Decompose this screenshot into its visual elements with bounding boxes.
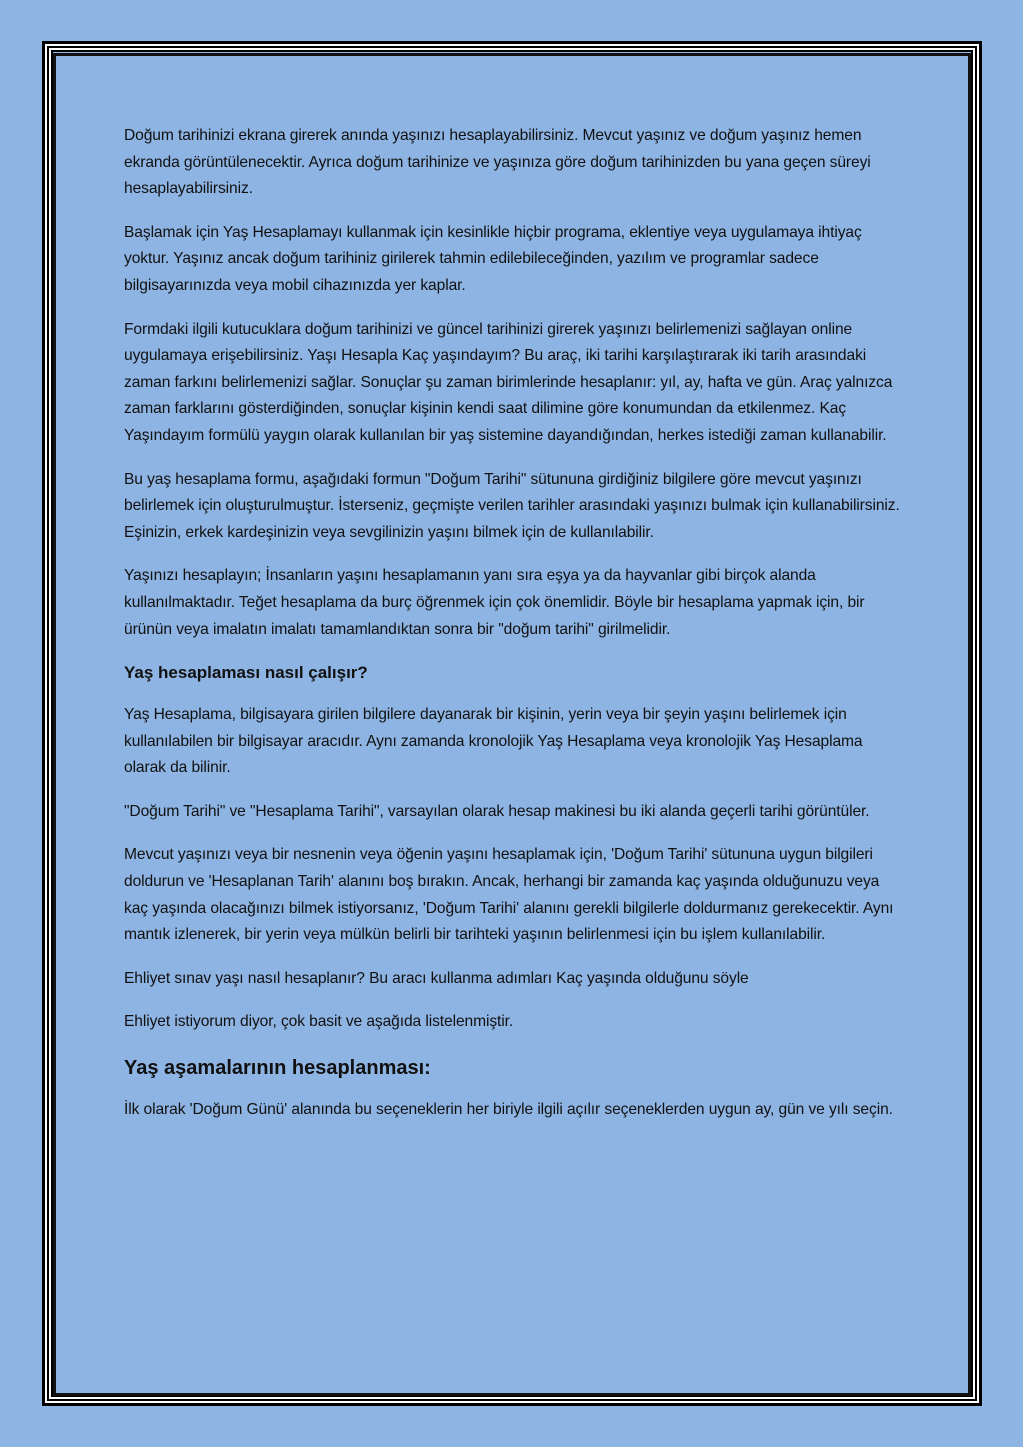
paragraph: Mevcut yaşınızı veya bir nesnenin veya öğenin yaşını hesaplamak için, 'Doğum Tarihi' sütununa uygun bilgileri doldurun ve 'Hesaplanan Tarih' alanını boş bırakın. Ancak, herhangi bir zamanda kaç yaşında olduğunuzu veya kaç yaşında olacağınızı bilmek istiyorsanız, 'Doğum Tarihi' alanını gerekli bilgilerle doldurmanız gerekecektir. Aynı mantık izlenerek, bir yerin veya mülkün belirli bir tarihteki yaşının belirlenmesi için bu işlem kullanılabilir. (124, 846, 894, 944)
section-heading: Yaş aşamalarının hesaplanması: (124, 1057, 431, 1080)
paragraph: Ehliyet sınav yaşı nasıl hesaplanır? Bu aracı kullanma adımları Kaç yaşında olduğunu söyle (124, 969, 749, 987)
section-heading: Yaş hesaplaması nasıl çalışır? (124, 663, 368, 683)
paragraph: İlk olarak 'Doğum Günü' alanında bu seçeneklerin her biriyle ilgili açılır seçeneklerden uygun ay, gün ve yılı seçin. (124, 1101, 893, 1119)
paragraph: "Doğum Tarihi" ve "Hesaplama Tarihi", varsayılan olarak hesap makinesi bu iki alanda geçerli tarihi görüntüler. (124, 802, 870, 820)
paragraph: Başlamak için Yaş Hesaplamayı kullanmak için kesinlikle hiçbir programa, eklentiye veya uygulamaya ihtiyaç yoktur. Yaşınız ancak doğum tarihiniz girilerek tahmin edilebileceğinden, yazılım ve programlar sadece bilgisayarınızda veya mobil cihazınızda yer kaplar. (124, 223, 862, 294)
paragraph: Formdaki ilgili kutucuklara doğum tarihinizi ve güncel tarihinizi girerek yaşınızı belirlemenizi sağlayan online uygulamaya erişebilirsiniz. Yaşı Hesapla Kaç yaşındayım? Bu araç, iki tarihi karşılaştırarak iki tarih arasındaki zaman farkını belirlemenizi sağlar. Sonuçlar şu zaman birimlerinde hesaplanır: yıl, ay, hafta ve gün. Araç yalnızca zaman farklarını gösterdiğinden, sonuçlar kişinin kendi saat dilimine göre konumundan da etkilenmez. Kaç Yaşındayım formülü yaygın olarak kullanılan bir yaş sistemine dayandığından, herkes istediği zaman kullanabilir. (124, 320, 893, 444)
paragraph: Doğum tarihinizi ekrana girerek anında yaşınızı hesaplayabilirsiniz. Mevcut yaşınız ve doğum yaşınız hemen ekranda görüntülenecektir. Ayrıca doğum tarihinize ve yaşınıza göre doğum tarihinizden bu yana geçen süreyi hesaplayabilirsiniz. (124, 127, 871, 198)
paragraph: Yaş Hesaplama, bilgisayara girilen bilgilere dayanarak bir kişinin, yerin veya bir şeyin yaşını belirlemek için kullanılabilen bir bilgisayar aracıdır. Aynı zamanda kronolojik Yaş Hesaplama veya kronolojik Yaş Hesaplama olarak da bilinir. (124, 706, 863, 777)
paragraph: Ehliyet istiyorum diyor, çok basit ve aşağıda listelenmiştir. (124, 1013, 514, 1031)
document-body (124, 123, 904, 1141)
paragraph: Bu yaş hesaplama formu, aşağıdaki formun "Doğum Tarihi" sütununa girdiğiniz bilgilere göre mevcut yaşınızı belirlemek için oluşturulmuştur. İsterseniz, geçmişte verilen tarihler arasındaki yaşınızı bulmak için kullanabilirsiniz. Eşinizin, erkek kardeşinizin veya sevgilinizin yaşını bilmek için de kullanılabilir. (124, 470, 900, 541)
paragraph: Yaşınızı hesaplayın; İnsanların yaşını hesaplamanın yanı sıra eşya ya da hayvanlar gibi birçok alanda kullanılmaktadır. Teğet hesaplama da burç öğrenmek için çok önemlidir. Böyle bir hesaplama yapmak için, bir ürünün veya imalatın imalatı tamamlandıktan sonra bir "doğum tarihi" girilmelidir. (124, 567, 865, 638)
